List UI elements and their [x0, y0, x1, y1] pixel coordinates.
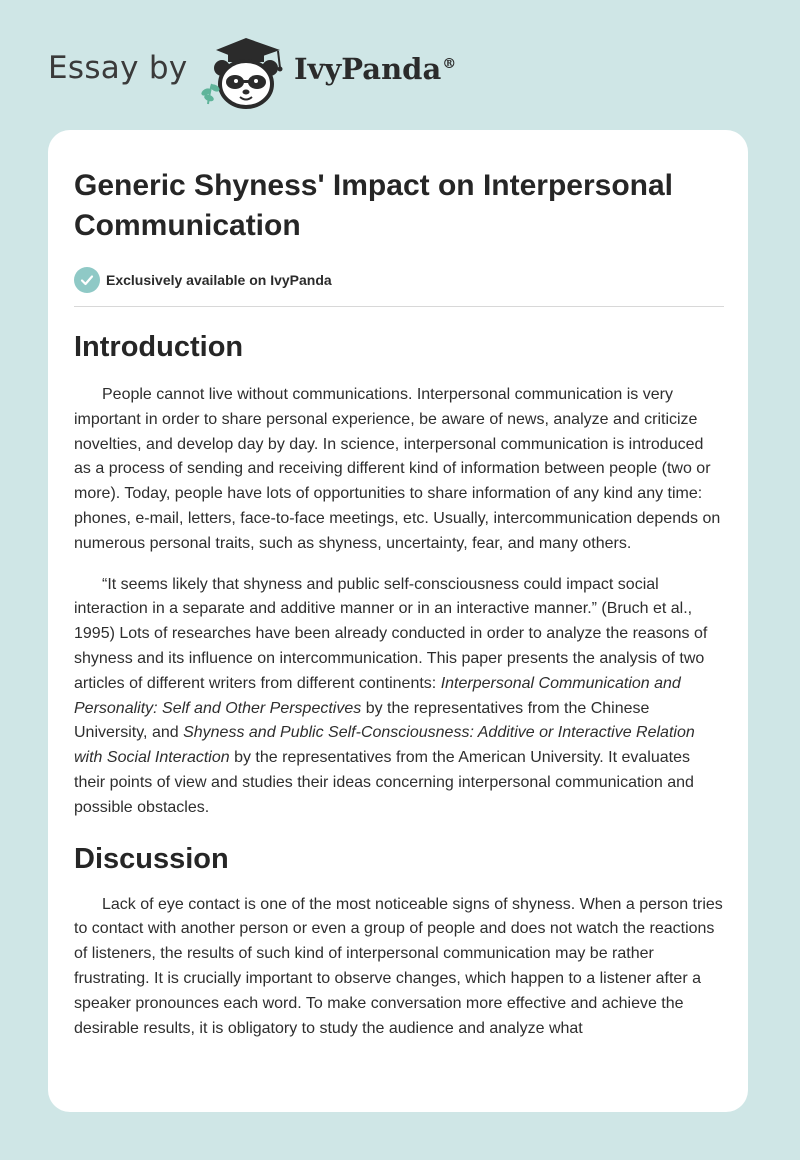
article-title-citation: Interpersonal Communication and Personality: Self and Other Perspectives	[74, 674, 681, 717]
divider	[74, 306, 724, 307]
article-title-citation: Shyness and Public Self-Consciousness: Additive or Interactive Relation with Social Interaction	[74, 724, 695, 767]
essay-content	[74, 166, 724, 1057]
exclusive-badge-label: Exclusively available on IvyPanda	[106, 272, 332, 288]
check-circle-icon	[74, 267, 100, 293]
logo-wordmark: IvyPanda®	[294, 52, 457, 86]
site-logo[interactable]	[48, 34, 528, 110]
paragraph: People cannot live without communications. Interpersonal communication is very important in order to share personal experience, be aware of news, analyze and criticize novelties, and develop day by day. In science, interpersonal communication is introduced as a process of sending and receiving different kind of information between people (two or more). Today, people have lots of opportunities to share information of any kind any time: phones, e-mail, letters, face-to-face meetings, etc. Usually, intercommunication depends on numerous personal traits, such as shyness, uncertainty, fear, and many others.	[74, 386, 721, 552]
exclusive-badge	[74, 266, 724, 294]
paragraph: Lack of eye contact is one of the most noticeable signs of shyness. When a person tries to contact with another person or even a group of people and does not watch the reactions of listeners, the results of such kind of interpersonal communication may be rather frustrating. It is crucially important to observe changes, which happen to a listener after a speaker pronounces each word. To make conversation more effective and achieve the desirable results, it is obligatory to study the audience and analyze what	[74, 895, 723, 1037]
section-heading-introduction: Introduction	[74, 331, 244, 363]
panda-mascot-icon	[200, 34, 290, 110]
essay-card	[48, 130, 748, 1112]
paragraph: “It seems likely that shyness and public self-consciousness could impact social interaction in a separate and additive manner or in an interactive manner.” (Bruch et al., 1995) Lots of researches have been already conducted in order to analyze the reasons of shyness and its influence on intercommunication. This paper presents the analysis of two articles of different writers from different continents: Interpersonal Communication and Personality: Self and Other Perspectives by the representatives from the Chinese University, and Shyness and Public Self-Consciousness: Additive or Interactive Relation with Social Interaction by the representatives from the American University. It evaluates their points of view and studies their ideas concerning interpersonal communication and possible obstacles.	[74, 575, 708, 816]
section-heading-discussion: Discussion	[74, 842, 229, 875]
logo-prefix: Essay by	[48, 50, 188, 86]
essay-title: Generic Shyness' Impact on Interpersonal Communication	[74, 169, 673, 242]
